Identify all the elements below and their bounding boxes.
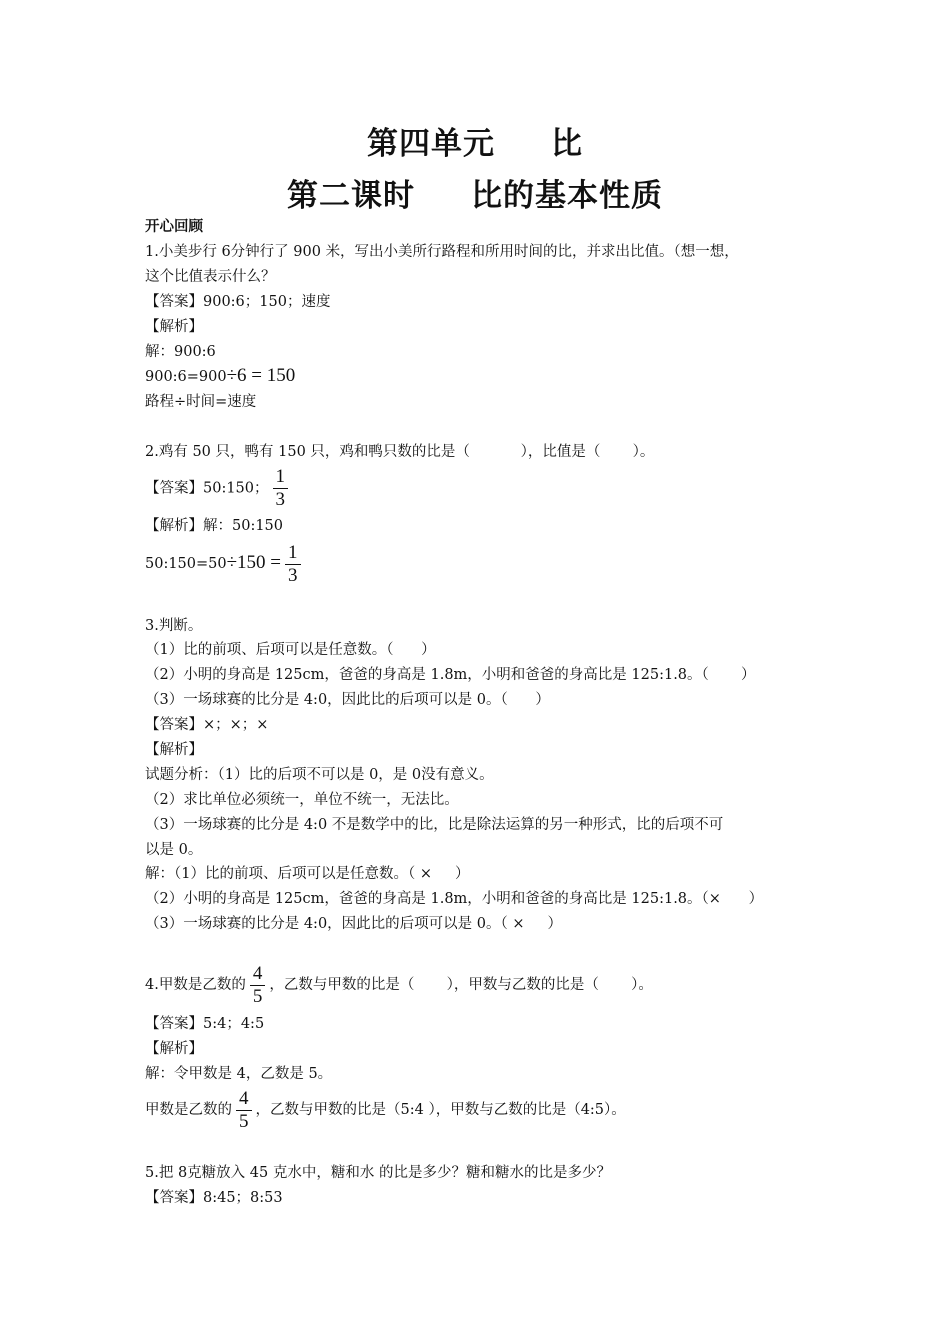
q4-solution-fraction: $\frac{4}{5}$ xyxy=(236,1088,252,1133)
q3-analysis-4: 以是 0。 xyxy=(145,842,203,858)
q3-analysis-2: （2）求比单位必须统一，单位不统一，无法比。 xyxy=(145,792,459,808)
q3-analysis-1: 试题分析：（1）比的后项不可以是 0，是 0没有意义。 xyxy=(145,767,494,783)
q2-question: 2.鸡有 50 只，鸭有 150 只，鸡和鸭只数的比是（ ），比值是（ ）。 xyxy=(145,444,655,460)
q1-solution-2: 900:6=900÷6 = 150 xyxy=(145,365,296,386)
q3-question: 3.判断。 xyxy=(145,618,203,634)
q3-item-3: （3）一场球赛的比分是 4:0，因此比的后项可以是 0。（ ） xyxy=(145,692,550,708)
q3-solution-1: 解：（1）比的前项、后项可以是任意数。（ × ） xyxy=(145,866,470,882)
q1-solution-1: 解：900:6 xyxy=(145,344,216,360)
q2-answer: 【答案】50:150； $\frac{1}{3}$ xyxy=(145,466,292,511)
q2-answer-fraction: $\frac{1}{3}$ xyxy=(273,466,289,511)
q3-analysis-3: （3）一场球赛的比分是 4:0 不是数学中的比，比是除法运算的另一种形式，比的后项不可 xyxy=(145,817,724,833)
unit-title: 第四单元 比 xyxy=(367,126,583,162)
q1-analysis-label: 【解析】 xyxy=(145,319,203,335)
q2-solution: 50:150=50÷150 = $\frac{1}{3}$ xyxy=(145,541,305,587)
q4-question-fraction: $\frac{4}{5}$ xyxy=(250,963,266,1008)
q5-question: 5.把 8克糖放入 45 克水中，糖和水 的比是多少？糖和糖水的比是多少？ xyxy=(145,1165,611,1181)
q3-solution-3: （3）一场球赛的比分是 4:0，因此比的后项可以是 0。（ × ） xyxy=(145,916,563,932)
lesson-title: 第二课时 比的基本性质 xyxy=(287,178,663,214)
q5-answer: 【答案】8:45；8:53 xyxy=(145,1190,283,1206)
q1-question-line1: 1.小美步行 6分钟行了 900 米，写出小美所行路程和所用时间的比，并求出比值。（想一想， xyxy=(145,244,739,260)
q4-answer: 【答案】5:4；4:5 xyxy=(145,1016,265,1032)
q2-solution-fraction: $\frac{1}{3}$ xyxy=(285,542,301,587)
q4-solution-1: 解：令甲数是 4，乙数是 5。 xyxy=(145,1066,333,1082)
q3-answer: 【答案】×；×；× xyxy=(145,717,269,733)
q1-question-line2: 这个比值表示什么？ xyxy=(145,269,276,285)
q4-solution-2: 甲数是乙数的 $\frac{4}{5}$ ，乙数与甲数的比是（5:4 ），甲数与乙数的比是（4:5）。 xyxy=(145,1087,626,1132)
q4-analysis-label: 【解析】 xyxy=(145,1041,203,1057)
q3-item-1: （1）比的前项、后项可以是任意数。（ ） xyxy=(145,642,436,658)
q1-answer: 【答案】900:6；150；速度 xyxy=(145,294,331,310)
q3-analysis-label: 【解析】 xyxy=(145,742,203,758)
q3-item-2: （2）小明的身高是 125cm，爸爸的身高是 1.8m，小明和爸爸的身高比是 125:1.8。（ ） xyxy=(145,667,756,683)
q2-analysis: 【解析】解：50:150 xyxy=(145,518,284,534)
q4-question: 4.甲数是乙数的 $\frac{4}{5}$ ，乙数与甲数的比是（ ），甲数与乙数的比是（ ）。 xyxy=(145,962,653,1007)
q1-solution-3: 路程÷时间=速度 xyxy=(145,394,257,410)
section-heading: 开心回顾 xyxy=(145,219,203,235)
q3-solution-2: （2）小明的身高是 125cm，爸爸的身高是 1.8m，小明和爸爸的身高比是 125:1.8。（× ） xyxy=(145,891,764,907)
